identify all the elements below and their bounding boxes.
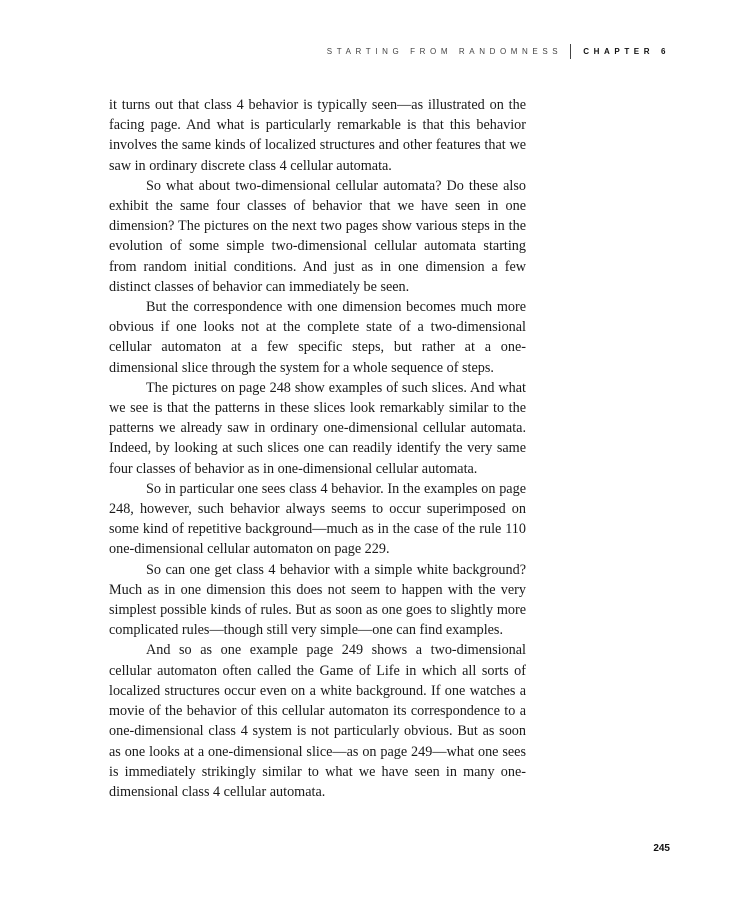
paragraph: it turns out that class 4 behavior is typically seen—as illustrated on the facing page. And what is particularly remarkable is that this behavior involves the same kinds of localized structures and other features that we saw in ordinary discrete class 4 cellular automata. [109,97,526,174]
paragraph: So can one get class 4 behavior with a simple white background? Much as in one dimension this does not seem to happen with the very simplest possible kinds of rules. But as soon as one goes to slightly more complicated rules—though still very simple—one can find examples. [109,561,526,639]
running-head [327,44,670,59]
section-title: STARTING FROM RANDOMNESS [326,47,563,56]
header-divider [570,44,571,59]
body-text [109,95,526,802]
chapter-label: CHAPTER 6 [583,47,670,56]
paragraph: And so as one example page 249 shows a two-dimensional cellular automaton often called the Game of Life in which all sorts of localized structures occur even on a white background. If one watches a movie of the behavior of this cellular automaton its correspondence to a one-dimensional class 4 system is not particularly obvious. But as soon as one looks at a one-dimensional slice—as on page 249—what one sees is immediately strikingly similar to what we have seen in many one-dimensional class 4 cellular automata. [109,642,526,800]
paragraph: So in particular one sees class 4 behavior. In the examples on page 248, however, such behavior always seems to occur superimposed on some kind of repetitive background—much as in the case of the rule 110 one-dimensional cellular automaton on page 229. [109,480,526,558]
paragraph: The pictures on page 248 show examples of such slices. And what we see is that the patterns in these slices look remarkably similar to the patterns we already saw in ordinary one-dimensional cellular automata. Indeed, by looking at such slices one can readily identify the very same four classes of behavior as in one-dimensional cellular automata. [109,379,526,477]
paragraph: So what about two-dimensional cellular automata? Do these also exhibit the same four classes of behavior that we have seen in one dimension? The pictures on the next two pages show various steps in the evolution of some simple two-dimensional cellular automata starting from random initial conditions. And just as in one dimension a few distinct classes of behavior can immediately be seen. [109,177,526,295]
paragraph: But the correspondence with one dimension becomes much more obvious if one looks not at the complete state of a two-dimensional cellular automaton at a few specific steps, but rather at a one-dimensional slice through the system for a whole sequence of steps. [109,299,526,376]
page-number: 245 [653,843,670,854]
